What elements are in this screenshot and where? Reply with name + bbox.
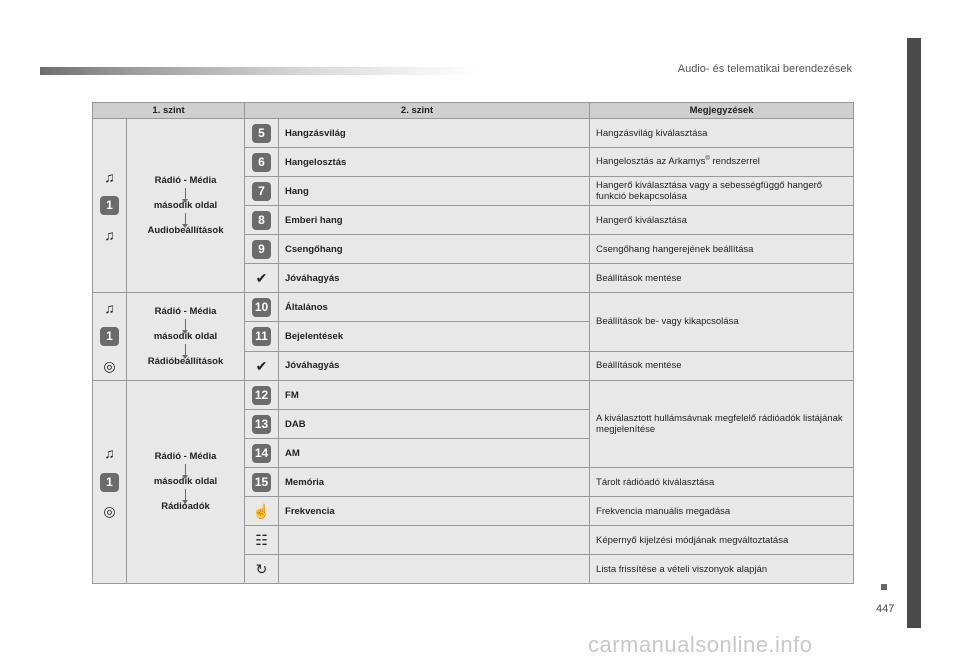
row-note-tail: rendszerrel xyxy=(709,156,760,168)
radio-settings-icon: ◎ xyxy=(103,357,116,374)
badge-1: 1 xyxy=(100,473,119,492)
row-label: Emberi hang xyxy=(279,206,590,235)
row-label: Memória xyxy=(279,468,590,497)
header-gradient-bar xyxy=(40,67,480,75)
page-marker xyxy=(881,584,887,590)
row-label: Jóváhagyás xyxy=(279,264,590,293)
music-note-icon: ♫ xyxy=(104,299,115,316)
row-note: Csengőhang hangerejének beállítása xyxy=(590,235,854,264)
level1-line: Rádióadók xyxy=(161,501,210,512)
row-note: Lista frissítése a vételi viszonyok alapján xyxy=(590,555,854,584)
registered-mark: ® xyxy=(705,156,710,163)
level1-line: Audiobeállítások xyxy=(147,224,224,236)
row-note: Beállítások mentése xyxy=(590,351,854,380)
badge-1: 1 xyxy=(100,327,119,346)
row-label: FM xyxy=(279,381,590,410)
level1-line: Rádió - Média xyxy=(154,305,217,317)
row-note: Képernyő kijelzési módjának megváltoztatása xyxy=(590,526,854,555)
level1-line: Rádió - Média xyxy=(154,451,217,462)
row-note: Hangerő kiválasztása vagy a sebességfüggő hangerő funkció bekapcsolása xyxy=(590,177,854,206)
down-arrow-icon xyxy=(185,489,186,501)
level1-line: második oldal xyxy=(153,199,218,211)
row-label: AM xyxy=(279,439,590,468)
row-label xyxy=(279,555,590,584)
group-icon-cell xyxy=(93,119,127,293)
down-arrow-icon xyxy=(185,464,186,476)
col-header-level2: 2. szint xyxy=(245,103,590,119)
table-row xyxy=(93,119,854,148)
checkmark-icon: ✔ xyxy=(255,357,268,374)
number-badge: 14 xyxy=(252,444,271,463)
level1-cell xyxy=(127,381,245,584)
col-header-notes: Megjegyzések xyxy=(590,103,854,119)
row-label: Frekvencia xyxy=(279,497,590,526)
number-badge: 8 xyxy=(252,211,271,230)
badge-1: 1 xyxy=(100,196,119,215)
frequency-tune-icon: ☝ xyxy=(252,503,271,519)
group-icon-cell xyxy=(93,381,127,584)
row-note: Beállítások be- vagy kikapcsolása xyxy=(590,293,854,352)
row-label: DAB xyxy=(279,410,590,439)
display-mode-icon: ☷ xyxy=(255,532,268,548)
level1-cell xyxy=(127,293,245,381)
watermark: carmanualsonline.info xyxy=(588,632,813,657)
page-number: 447 xyxy=(876,603,895,615)
row-note: Hangerő kiválasztása xyxy=(590,206,854,235)
row-note: Hangzásvilág kiválasztása xyxy=(590,119,854,148)
row-note-text: Hangelosztás az Arkamys xyxy=(596,156,706,168)
row-note: Beállítások mentése xyxy=(590,264,854,293)
refresh-icon: ↻ xyxy=(255,561,268,577)
level1-line: Rádióbeállítások xyxy=(147,355,224,367)
row-label: Hangzásvilág xyxy=(279,119,590,148)
level1-line: második oldal xyxy=(153,476,218,487)
row-note: A kiválasztott hullámsávnak megfelelő rádióadók listájának megjelenítése xyxy=(590,381,854,468)
number-badge: 7 xyxy=(252,182,271,201)
down-arrow-icon xyxy=(185,344,186,356)
number-badge: 10 xyxy=(252,298,271,317)
number-badge: 5 xyxy=(252,124,271,143)
group-icon-cell xyxy=(93,293,127,381)
music-note-icon: ♫ xyxy=(104,445,115,461)
audio-settings-icon: ♫ xyxy=(104,226,115,243)
number-badge: 6 xyxy=(252,153,271,172)
row-label xyxy=(279,526,590,555)
side-edge-bar xyxy=(907,38,921,628)
number-badge: 13 xyxy=(252,415,271,434)
radio-station-icon: ◎ xyxy=(103,503,116,519)
row-note: Tárolt rádióadó kiválasztása xyxy=(590,468,854,497)
row-label: Hang xyxy=(279,177,590,206)
row-label: Csengőhang xyxy=(279,235,590,264)
number-badge: 9 xyxy=(252,240,271,259)
settings-table xyxy=(92,102,854,584)
level1-line: második oldal xyxy=(153,330,218,342)
down-arrow-icon xyxy=(185,213,186,225)
row-label: Jóváhagyás xyxy=(279,351,590,380)
down-arrow-icon xyxy=(185,319,186,331)
down-arrow-icon xyxy=(185,188,186,200)
table-header-row xyxy=(93,103,854,119)
number-badge: 11 xyxy=(252,327,271,346)
col-header-level1: 1. szint xyxy=(93,103,245,119)
table-row xyxy=(93,381,854,410)
music-note-icon: ♫ xyxy=(104,168,115,185)
row-label: Általános xyxy=(279,293,590,322)
page-header-title: Audio- és telematikai berendezések xyxy=(677,63,852,75)
row-label: Bejelentések xyxy=(279,322,590,351)
row-note: Frekvencia manuális megadása xyxy=(590,497,854,526)
number-badge: 12 xyxy=(252,386,271,405)
table-row xyxy=(93,293,854,322)
row-note xyxy=(590,148,854,177)
checkmark-icon: ✔ xyxy=(255,270,268,286)
level1-line: Rádió - Média xyxy=(154,174,217,186)
row-label: Hangelosztás xyxy=(279,148,590,177)
number-badge: 15 xyxy=(252,473,271,492)
level1-cell xyxy=(127,119,245,293)
